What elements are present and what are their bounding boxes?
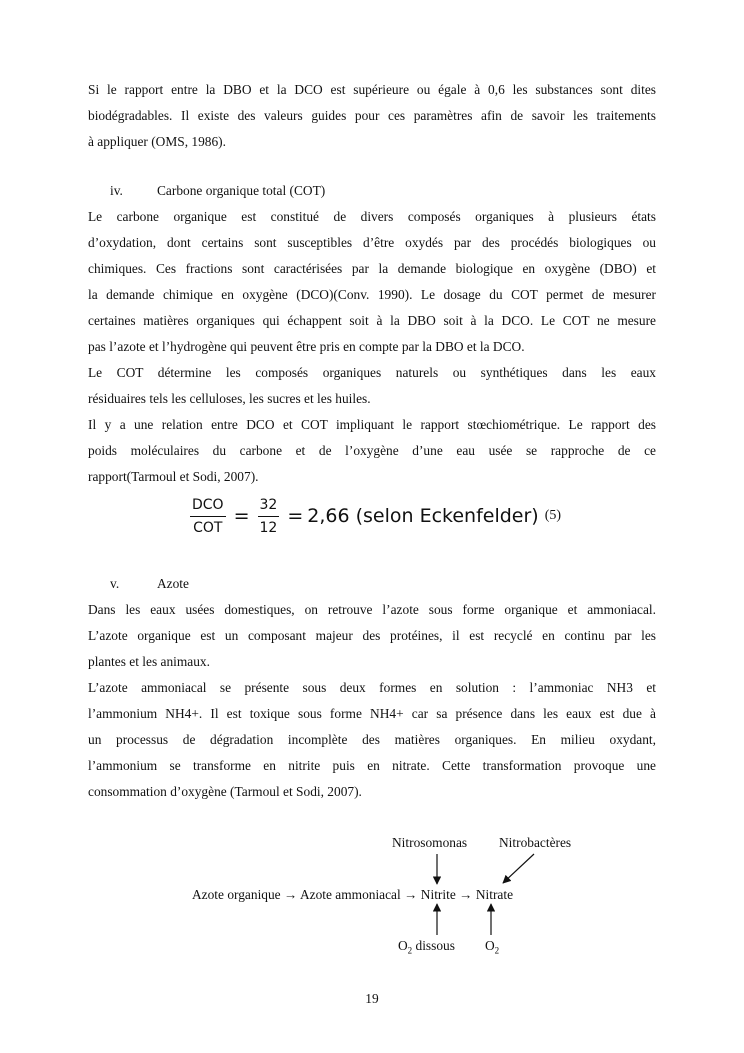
- section-v-title: Azote: [157, 576, 189, 591]
- section-iv-number: iv.: [110, 183, 123, 198]
- fraction-numerator: DCO: [190, 496, 226, 517]
- text-line: Dans les eaux usées domestiques, on retrouve l’azote sous forme organique et ammoniacal.: [88, 602, 656, 617]
- text-line: consommation d’oxygène (Tarmoul et Sodi, 2007).: [88, 784, 362, 799]
- text-line: un processus de dégradation incomplète des matières organiques. En milieu oxydant,: [88, 732, 656, 747]
- text-line: résiduaires tels les celluloses, les sucres et les huiles.: [88, 391, 371, 406]
- azote-paragraph-1: [88, 597, 656, 675]
- text-line: L’azote organique est un composant majeur des protéines, il est recyclé en continu par les: [88, 628, 656, 643]
- text-line: d’oxydation, dont certains sont susceptibles d’être oxydés par des procédés biologiques ou: [88, 235, 656, 250]
- nitrogen-chain: Azote organique → Azote ammoniacal → Nitrite → Nitrate: [192, 887, 514, 902]
- text-line: chimiques. Ces fractions sont caractérisées par la demande biologique en oxygène (DBO) et: [88, 261, 656, 276]
- text-line: biodégradables. Il existe des valeurs guides pour ces paramètres afin de savoir les traitements: [88, 108, 656, 123]
- text-line: Le COT détermine les composés organiques naturels ou synthétiques dans les eaux: [88, 365, 656, 380]
- cot-paragraph-3: [88, 412, 656, 490]
- text-line: L’azote ammoniacal se présente sous deux formes en solution : l’ammoniac NH3 et: [88, 680, 656, 695]
- text-line: Il y a une relation entre DCO et COT impliquant le rapport stœchiométrique. Le rapport des: [88, 417, 656, 432]
- section-v-number: v.: [110, 576, 120, 591]
- text-line: l’ammonium NH4+. Il est toxique sous forme NH4+ car sa présence dans les eaux est due à: [88, 706, 656, 721]
- label-o2-dissous: [398, 937, 455, 960]
- fraction-numerator: 32: [258, 496, 280, 517]
- equals-sign: =: [233, 505, 250, 527]
- fraction-denominator: COT: [193, 519, 223, 536]
- label-o2: [485, 937, 499, 960]
- text-line: Le carbone organique est constitué de divers composés organiques à plusieurs états: [88, 209, 656, 224]
- cot-paragraph-2: [88, 360, 656, 412]
- o2-symbol: O: [485, 938, 495, 953]
- text-line: plantes et les animaux.: [88, 654, 210, 669]
- label-nitrobacteres: Nitrobactères: [499, 835, 572, 850]
- o2-symbol: O: [398, 938, 408, 953]
- azote-paragraph-2: [88, 675, 656, 805]
- equation-number: (5): [544, 508, 562, 523]
- equals-sign: =: [287, 505, 304, 527]
- text-line: la demande chimique en oxygène (DCO)(Conv. 1990). Le dosage du COT permet de mesurer: [88, 287, 656, 302]
- cot-paragraph-1: [88, 204, 656, 360]
- section-iv-title: Carbone organique total (COT): [157, 183, 326, 198]
- o2-subscript: 2: [407, 945, 413, 956]
- equation-result: 2,66 (selon Eckenfelder): [307, 505, 539, 527]
- fraction-32-12: [258, 496, 280, 537]
- text-line: poids moléculaires du carbone et de l’oxygène d’une eau usée se rapproche de ce: [88, 443, 656, 458]
- label-nitrosomonas: Nitrosomonas: [392, 835, 468, 850]
- fraction-dco-cot: [190, 496, 226, 537]
- arrow-nitrobacteres: [503, 854, 534, 883]
- o2-subscript: 2: [494, 945, 500, 956]
- intro-paragraph: [88, 77, 656, 155]
- equation-5: [186, 488, 561, 544]
- text-line: certaines matières organiques qui échappent soit à la DBO soit à la DCO. Le COT ne mesure: [88, 313, 656, 328]
- text-line: rapport(Tarmoul et Sodi, 2007).: [88, 469, 259, 484]
- text-line: Si le rapport entre la DBO et la DCO est supérieure ou égale à 0,6 les substances sont dites: [88, 82, 656, 97]
- text-line: pas l’azote et l’hydrogène qui peuvent être pris en compte par la DBO et la DCO.: [88, 339, 525, 354]
- page-number: 19: [365, 991, 379, 1006]
- text-line: l’ammonium se transforme en nitrite puis en nitrate. Cette transformation provoque une: [88, 758, 656, 773]
- fraction-denominator: 12: [259, 519, 278, 536]
- dissous-word: dissous: [412, 938, 455, 953]
- text-line: à appliquer (OMS, 1986).: [88, 134, 226, 149]
